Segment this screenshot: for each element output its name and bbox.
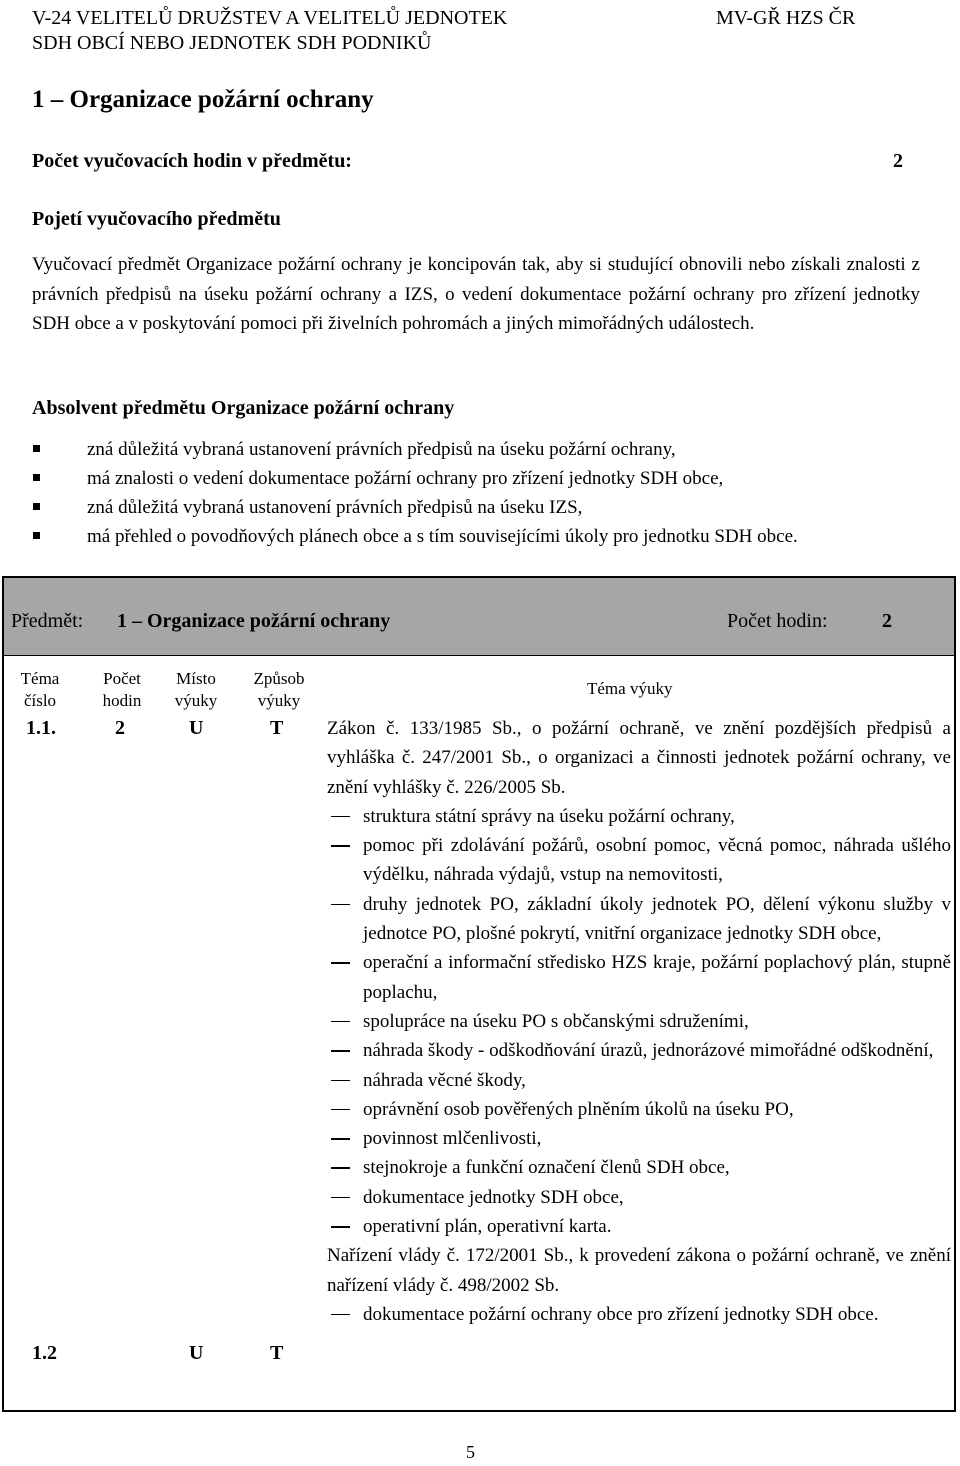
row-content bbox=[327, 714, 951, 1329]
topic-item: náhrada věcné škody, bbox=[327, 1066, 951, 1095]
topic-item: operační a informační středisko HZS kraje, požární poplachový plán, stupně poplachu, bbox=[327, 948, 951, 1007]
concept-heading: Pojetí vyučovacího předmětu bbox=[32, 208, 281, 230]
col-header-topic: Téma výuky bbox=[587, 679, 673, 698]
topic-item: druhy jednotek PO, základní úkoly jednotek PO, dělení výkonu služby v jednotce PO, plošné pokrytí, vnitřní organizace jednotky SDH obce, bbox=[327, 890, 951, 949]
row-topic-no: 1.2 bbox=[32, 1342, 57, 1364]
square-bullet-icon bbox=[33, 532, 40, 539]
page-number: 5 bbox=[466, 1442, 475, 1462]
header-line-2: SDH OBCÍ NEBO JEDNOTEK SDH PODNIKŮ bbox=[32, 32, 432, 54]
absolvent-heading: Absolvent předmětu Organizace požární ochrany bbox=[32, 397, 455, 419]
topic-item: povinnost mlčenlivosti, bbox=[327, 1124, 951, 1153]
outcome-text: zná důležitá vybraná ustanovení právních předpisů na úseku IZS, bbox=[87, 497, 583, 518]
row-method: T bbox=[270, 717, 284, 739]
concept-paragraph: Vyučovací předmět Organizace požární ochrany je koncipován tak, aby si studující obnovili nebo získali znalosti z právních předpisů na úseku požární ochrany a IZS, o vedení dokumentace požární ochrany pro zřízení jednotky SDH obce a v poskytování pomoci při živelních pohromách a jiných mimořádných událostech. bbox=[32, 254, 920, 334]
col-header-line: Počet bbox=[103, 669, 141, 688]
document-header-right: MV-GŘ HZS ČR bbox=[716, 7, 856, 29]
topic-item: operativní plán, operativní karta. bbox=[327, 1212, 951, 1241]
outcome-text: zná důležitá vybraná ustanovení právních předpisů na úseku požární ochrany, bbox=[87, 439, 676, 460]
outcome-text: má znalosti o vedení dokumentace požární ochrany pro zřízení jednotky SDH obce, bbox=[87, 468, 724, 489]
topic-item: oprávnění osob pověřených plněním úkolů na úseku PO, bbox=[327, 1095, 951, 1124]
topic-item: stejnokroje a funkční označení členů SDH obce, bbox=[327, 1153, 951, 1182]
row-topic-no: 1.1. bbox=[26, 717, 56, 739]
outcome-item bbox=[32, 493, 932, 522]
col-header-line: číslo bbox=[23, 691, 57, 710]
col-header-line: Téma bbox=[20, 669, 60, 688]
col-header-topic-no bbox=[18, 668, 62, 712]
outcome-item bbox=[32, 522, 932, 551]
topic-item: struktura státní správy na úseku požární ochrany, bbox=[327, 802, 951, 831]
row-place: U bbox=[189, 1342, 204, 1364]
square-bullet-icon bbox=[33, 445, 40, 452]
header-line-1: V-24 VELITELŮ DRUŽSTEV A VELITELŮ JEDNOTEK bbox=[32, 7, 508, 29]
topic-item: dokumentace jednotky SDH obce, bbox=[327, 1183, 951, 1212]
row-method: T bbox=[270, 1342, 284, 1364]
topic-item: dokumentace požární ochrany obce pro zřízení jednotky SDH obce. bbox=[327, 1300, 951, 1329]
square-bullet-icon bbox=[33, 474, 40, 481]
row-place: U bbox=[189, 717, 204, 739]
law-intro: Nařízení vlády č. 172/2001 Sb., k provedení zákona o požární ochraně, ve znění nařízení vlády č. 498/2002 Sb. bbox=[327, 1245, 951, 1296]
subject-label: Předmět: bbox=[11, 610, 84, 632]
outcome-list bbox=[32, 435, 932, 551]
col-header-line: hodin bbox=[102, 691, 142, 710]
col-header-place bbox=[169, 668, 223, 712]
col-header-line: Místo bbox=[176, 669, 216, 688]
subject-band bbox=[4, 578, 954, 656]
col-header-line: výuky bbox=[174, 691, 218, 710]
topic-item: pomoc při zdolávání požárů, osobní pomoc, věcná pomoc, náhrada ušlého výdělku, náhrada výdajů, vstup na nemovitosti, bbox=[327, 831, 951, 890]
outcome-item bbox=[32, 464, 932, 493]
hours-label: Počet vyučovacích hodin v předmětu: bbox=[32, 150, 352, 172]
col-header-method bbox=[246, 668, 312, 712]
topic-item: spolupráce na úseku PO s občanskými sdruženími, bbox=[327, 1007, 951, 1036]
topic-item: náhrada škody - odškodňování úrazů, jednorázové mimořádné odškodnění, bbox=[327, 1036, 951, 1065]
document-header-left bbox=[32, 6, 507, 56]
subject-title: 1 – Organizace požární ochrany bbox=[117, 610, 391, 632]
subject-hours-label: Počet hodin: bbox=[727, 610, 828, 632]
hours-value: 2 bbox=[893, 150, 903, 172]
outcome-item bbox=[32, 435, 932, 464]
col-header-line: výuky bbox=[257, 691, 301, 710]
subject-hours-value: 2 bbox=[882, 610, 892, 632]
syllabus-table bbox=[2, 576, 956, 1412]
col-header-hours bbox=[97, 668, 147, 712]
square-bullet-icon bbox=[33, 503, 40, 510]
col-header-line: Způsob bbox=[253, 669, 305, 688]
law-intro: Zákon č. 133/1985 Sb., o požární ochraně, ve znění pozdějších předpisů a vyhláška č. 247/2001 Sb., o organizaci a činnosti jednotek požární ochrany, ve znění vyhlášky č. 226/2005 Sb. bbox=[327, 718, 951, 798]
row-hours: 2 bbox=[115, 717, 125, 739]
outcome-text: má přehled o povodňových plánech obce a s tím souvisejícími úkoly pro jednotku SDH obce. bbox=[87, 526, 798, 547]
page-title: 1 – Organizace požární ochrany bbox=[32, 86, 374, 113]
